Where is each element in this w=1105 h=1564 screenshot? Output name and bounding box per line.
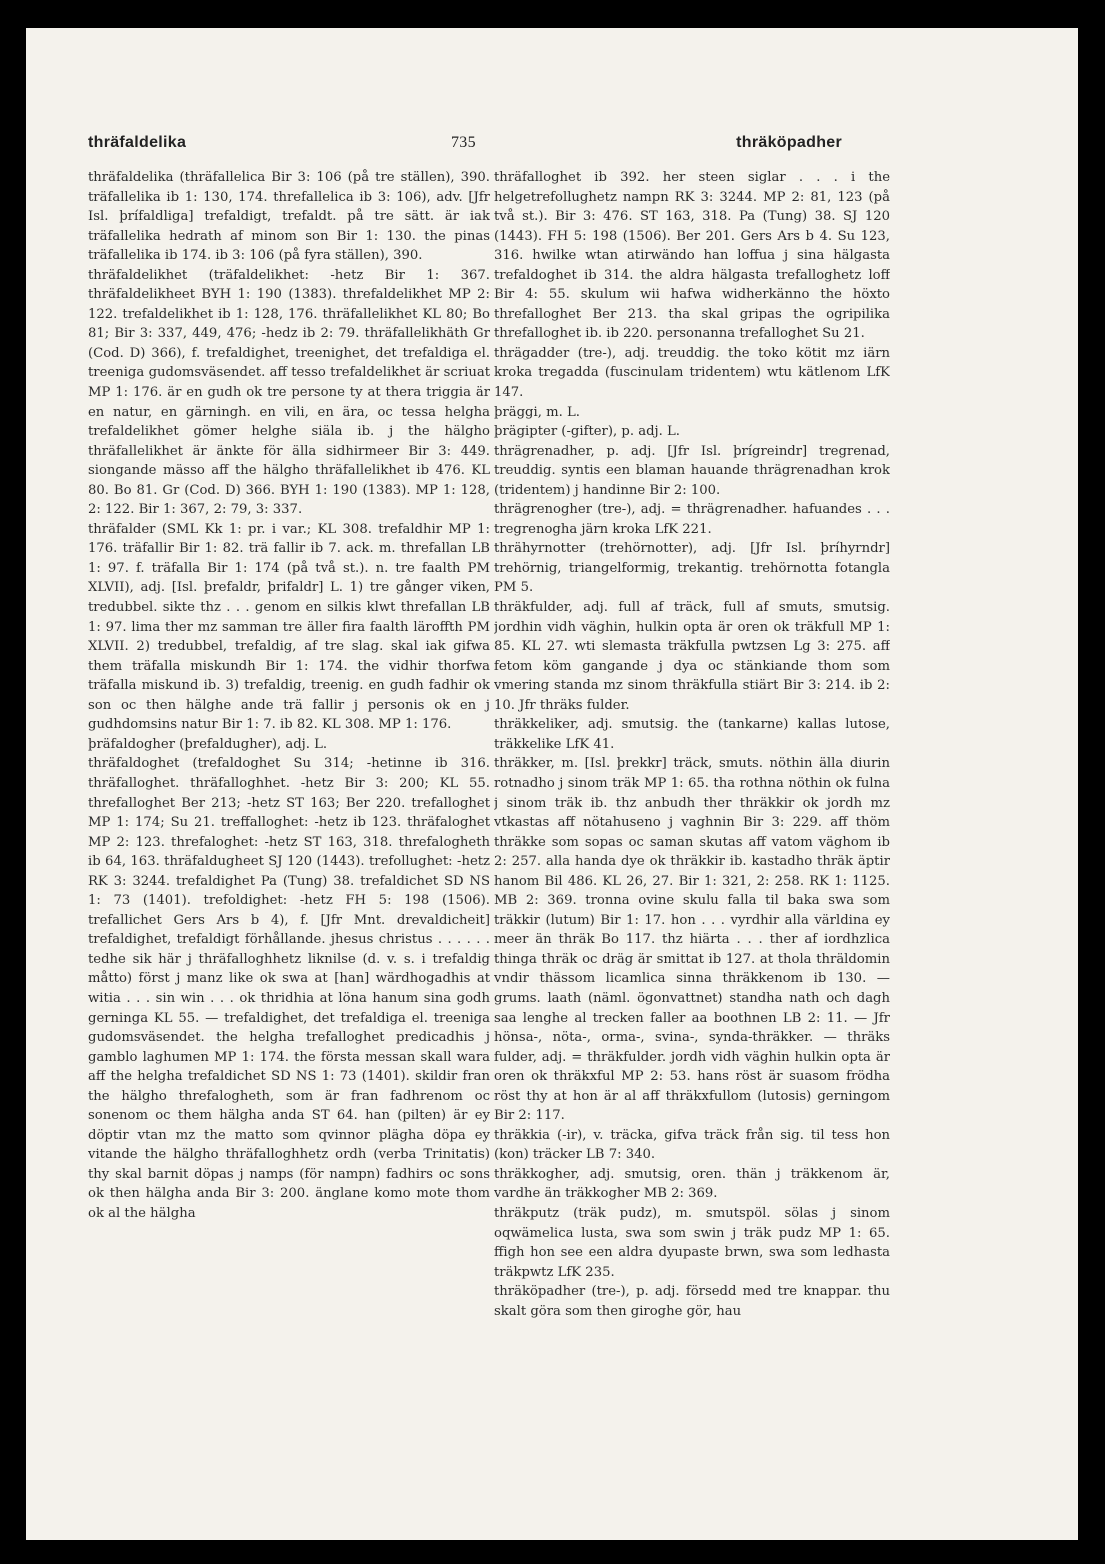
entry: thräfaldelikhet (träfaldelikhet: -hetz Bir 1: 367. thräfaldelikheet BYH 1: 190 (1383). threfaldelikhet MP 2: 122. trefaldelikhet ib 1: 128, 176. thräfallelikhet KL 80; Bo 81; Bir 3: 337, 449, 476; -hedz ib 2: 79. thräfallelikhäth Gr (Cod. D) 366), f. trefaldighet, treenighet, det trefaldiga el. treeniga gudomsväsendet. aff tesso trefaldelikhet är scriuat MP 1: 176. är en gudh ok tre persone ty at thera triggia är en natur, en gärningh. en vili, en ära, oc tessa helgha trefaldelikhet gömer helghe siäla ib. j the hälgho thräfallelikhet är änkte för älla sidhirmeer Bir 3: 449. siongande mässo aff the hälgho thräfallelikhet ib 476. KL 80. Bo 81. Gr (Cod. D) 366. BYH 1: 190 (1383). MP 1: 128, 2: 122. Bir 1: 367, 2: 79, 3: 337. xyxy=(88,267,490,518)
dictionary-page xyxy=(26,28,1078,1540)
running-head-left: thräfaldelika xyxy=(88,134,187,151)
entry: þrägipter (-gifter), p. adj. L. xyxy=(494,424,680,440)
entry: thräkkogher, adj. smutsig, oren. thän j träkkenom är, vardhe än träkkogher MB 2: 369. xyxy=(494,1166,890,1202)
left-column xyxy=(88,168,490,1398)
page-number: 735 xyxy=(451,134,476,151)
entry: þräfaldogher (þrefaldugher), adj. L. xyxy=(88,736,328,752)
entry: thräkputz (träk pudz), m. smutspöl. sölas j sinom oqwämelica lusta, swa som swin j träk pudz MP 1: 65. ffigh hon see een aldra dyupaste brwn, swa som ledhasta träkpwtz LfK 235. xyxy=(494,1205,890,1280)
entry: thräfaldelika (thräfallelica Bir 3: 106 (på tre ställen), 390. träfallelika ib 1: 130, 174. threfallelica ib 3: 106), adv. [Jfr Isl. þrífaldliga] trefaldigt, trefaldt. på tre sätt. är iak träfallelika hedrath af minom son Bir 1: 130. the pinas träfallelika ib 174. ib 3: 106 (på fyra ställen), 390. xyxy=(88,170,490,264)
entry: thrägadder (tre-), adj. treuddig. the toko kötit mz iärn kroka tregadda (fuscinulam tridentem) wtu kätlenom LfK 147. xyxy=(494,345,890,401)
entry: þräggi, m. L. xyxy=(494,404,580,420)
entry: thräfaldoghet (trefaldoghet Su 314; -hetinne ib 316. thräfalloghet. thräfalloghhet. -hetz Bir 3: 200; KL 55. threfalloghet Ber 213; -hetz ST 163; Ber 220. trefalloghet MP 1: 174; Su 21. treffalloghet: -hetz ib 123. thräfaloghet MP 2: 123. threfaloghet: -hetz ST 163, 318. threfalogheth ib 64, 163. thräfaldugheet SJ 120 (1443). trefollughet: -hetz RK 3: 3244. trefaldighet Pa (Tung) 38. trefaldichet SD NS 1: 73 (1401). trefoldighet: -hetz FH 5: 198 (1506). trefallichet Gers Ars b 4), f. [Jfr Mnt. drevaldicheit] trefaldighet, trefaldigt förhållande. jhesus christus . . . . . . tedhe sik här j thräfalloghhetz liknilse (d. v. s. i trefaldig måtto) först j manz like ok swa at [han] wärdhogadhis at witia . . . sin win . . . ok thridhia at löna hanum sina godh gerninga KL 55. — trefaldighet, det trefaldiga el. treeniga gudomsväsendet. the helgha trefalloghet predicadhis j gamblo laghumen MP 1: 174. the första messan skall wara aff the helgha trefaldichet SD NS 1: 73 (1401). skildir fran the hälgho threfalogheth, som är fran fadhrenom oc sonenom oc them hälgha anda ST 64. han (pilten) är ey döptir vtan mz the matto som qvinnor plägha döpa ey vitande the hälgho thräfalloghhetz ordh (verba Trinitatis) thy skal barnit döpas j namps (för nampn) fadhirs oc sons ok then hälgha anda Bir 3: 200. änglane komo mote thom ok al the hälgha xyxy=(88,756,490,1221)
entry: thräfalder (SML Kk 1: pr. i var.; KL 308. trefaldhir MP 1: 176. träfallir Bir 1: 82. trä fallir ib 7. ack. m. threfallan LB 1: 97. f. träfalla Bir 1: 174 (på två st.). n. tre faalth PM XLVII), adj. [Isl. þrefaldr, þrifaldr] L. 1) tre gånger viken, tredubbel. sikte thz . . . genom en silkis klwt threfallan LB 1: 97. lima ther mz samman tre äller fira faalth läroffth PM XLVII. 2) tredubbel, trefaldig, af tre slag. skal iak gifwa them träfalla miskundh Bir 1: 174. the vidhir thorfwa träfalla miskund ib. 3) trefaldig, treenig. en gudh fadhir ok son oc then hälghe ande trä fallir j personis ok en j gudhdomsins natur Bir 1: 7. ib 82. KL 308. MP 1: 176. xyxy=(88,521,490,733)
entry: thrähyrnotter (trehörnotter), adj. [Jfr Isl. þríhyrndr] trehörnig, triangelformig, trekantig. trehörnotta fotangla PM 5. xyxy=(494,541,890,596)
running-head-right: thräköpadher xyxy=(736,134,842,151)
entry: thräkker, m. [Isl. þrekkr] träck, smuts. nöthin älla diurin rotnadho j sinom träk MP 1: 65. tha rothna nöthin ok fulna j sinom träk ib. thz anbudh ther thräkkir ok jordh mz vtkastas aff nötahuseno j vaghnin Bir 3: 229. aff thöm thräkke som sopas oc saman skutas aff vatom väghom ib 2: 257. alla handa dye ok thräkkir ib. kastadho thräk äptir hanom Bil 486. KL 26, 27. Bir 1: 321, 2: 258. RK 1: 1125. MB 2: 369. tronna ovine skulu falla til baka swa som träkkir (lutum) Bir 1: 17. hon . . . vyrdhir alla världina ey meer än thräk Bo 117. thz hiärta . . . ther af iordhzlica thinga thräk oc dräg är smittat ib 127. at thola thräldomin vndir thässom licamlica sinna thräkkenom ib 130. — grums. laath (näml. ögonvattnet) standha nath och dagh saa lenghe al trecken faller aa boothnen LB 2: 11. — Jfr hönsa-, nöta-, orma-, svina-, synda-thräkker. — thräks fulder, adj. = thräkfulder. jordh vidh väghin hulkin opta är oren ok thräkxful MP 2: 53. hans röst är suasom frödha röst thy at hon är al aff thräkxfullom (lutosis) gerningom Bir 2: 117. xyxy=(494,756,890,1124)
entry: thräfalloghet ib 392. her steen siglar . . . i the helgetrefollughetz nampn RK 3: 3244. MP 2: 81, 123 (på två st.). Bir 3: 476. ST 163, 318. Pa (Tung) 38. SJ 120 (1443). FH 5: 198 (1506). Ber 201. Gers Ars b 4. Su 123, 316. hwilke wtan atirwändo han loffua j sina hälgasta trefaldoghet ib 314. the aldra hälgasta trefalloghetz loff Bir 4: 55. skulum wii hafwa widherkänno the höxto threfalloghet Ber 213. tha skal gripas the ogripilika threfalloghet ib. ib 220. personanna trefalloghet Su 21. xyxy=(494,170,890,342)
right-column xyxy=(494,168,890,1398)
entry: thräköpadher (tre-), p. adj. försedd med tre knappar. thu skalt göra som then giroghe gör, hau xyxy=(494,1284,890,1319)
entry: thräkkeliker, adj. smutsig. the (tankarne) kallas lutose, träkkelike LfK 41. xyxy=(494,717,890,752)
entry: thrägrenogher (tre-), adj. = thrägrenadher. hafuandes . . . tregrenogha järn kroka LfK 221. xyxy=(494,502,890,537)
entry: thrägrenadher, p. adj. [Jfr Isl. þrígreindr] tregrenad, treuddig. syntis een blaman hauande thrägrenadhan krok (tridentem) j handinne Bir 2: 100. xyxy=(494,443,890,498)
entry: thräkkia (-ir), v. träcka, gifva träck från sig. til tess hon (kon) träcker LB 7: 340. xyxy=(494,1127,890,1163)
entry: thräkfulder, adj. full af träck, full af smuts, smutsig. jordhin vidh väghin, hulkin opta är oren ok träkfull MP 1: 85. KL 27. wti slemasta träkfulla pwtzsen Lg 3: 275. aff fetom köm gangande j dya oc stänkiande thom som vmering standa mz sinom thräkfulla stiärt Bir 3: 214. ib 2: 10. Jfr thräks fulder. xyxy=(494,600,890,713)
